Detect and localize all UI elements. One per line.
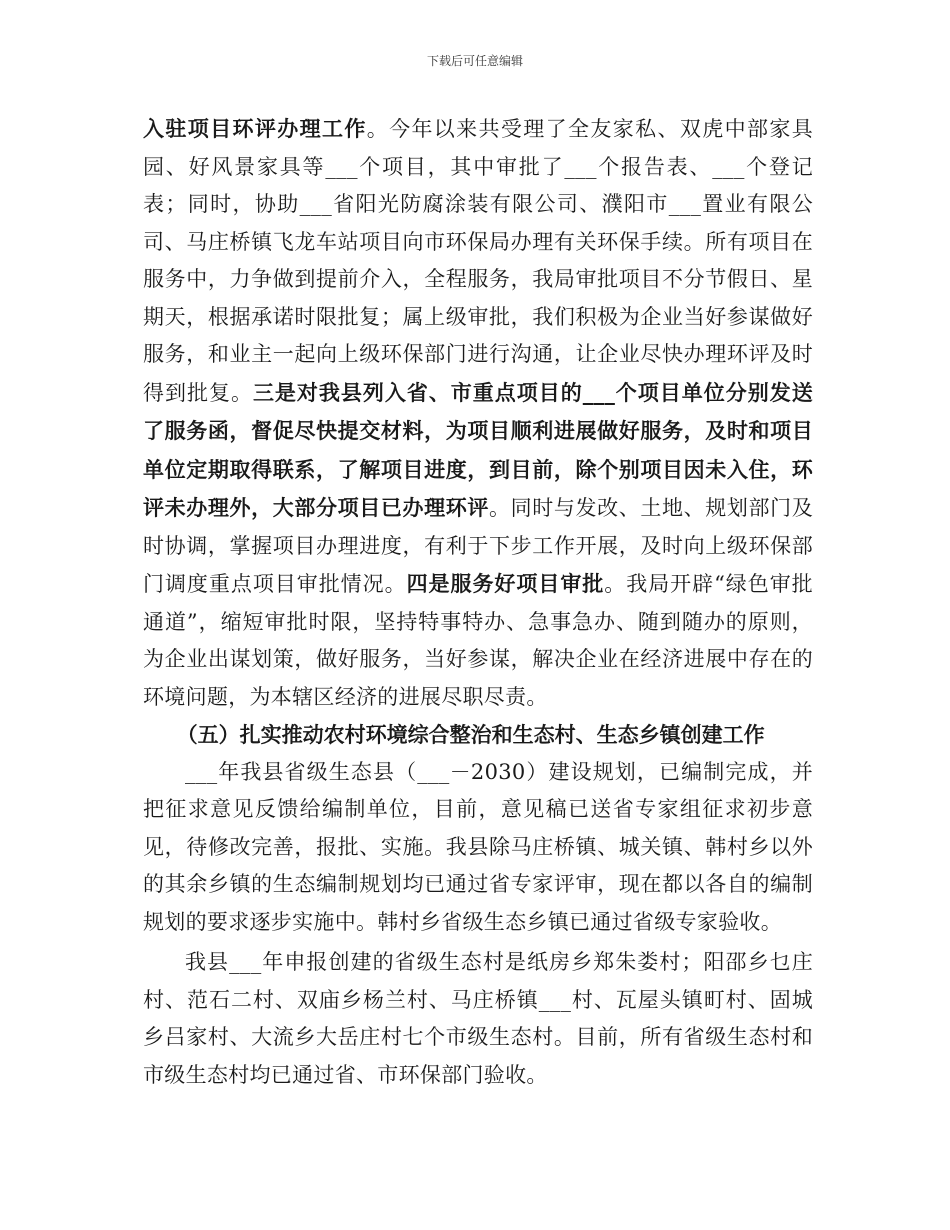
bold-run: 四是服务好项目审批 (406, 571, 605, 596)
document-body (143, 110, 813, 1094)
text-run: 。同时与发改、土地、规划部门及时协调，掌握项目办理进度，有利于下步工作开展，及时向上级环保部门调度重点项目审批情况。 (143, 496, 813, 596)
paragraph-eco-county-plan: ___年我县省级生态县（___－2030）建设规划，已编制完成，并把征求意见反馈给编制单位，目前，意见稿已送省专家组征求初步意见，待修改完善，报批、实施。我县除马庄桥镇、城关镇、韩村乡以外的其余乡镇的生态编制规划均已通过省专家评审，现在都以各自的编制规划的要求逐步实施中。韩村乡省级生态乡镇已通过省级专家验收。 (143, 759, 813, 934)
text-run: 。我局开辟“绿色审批通道”，缩短审批时限，坚持特事特办、急事急办、随到随办的原则，为企业出谋划策，做好服务，当好参谋，解决企业在经济进展中存在的环境问题，为本辖区经济的进展尽职尽责。 (143, 572, 813, 709)
text-run: 。今年以来共受理了全友家私、双虎中部家具园、好风景家具等___个项目，其中审批了___个报告表、___个登记表；同时，协助___省阳光防腐涂装有限公司、濮阳市___置业有限公司、马庄桥镇飞龙车站项目向市环保局办理有关环保手续。所有项目在服务中，力争做到提前介入，全程服务，我局审批项目不分节假日、星期天，根据承诺时限批复；属上级审批，我们积极为企业当好参谋做好服务，和业主一起向上级环保部门进行沟通，让企业尽快办理环评及时得到批复。 (143, 117, 814, 405)
bold-run: 入驻项目环评办理工作 (143, 116, 367, 141)
paragraph-project-services (143, 110, 813, 716)
paragraph-eco-villages: 我县___年申报创建的省级生态村是纸房乡郑朱娄村；阳邵乡乜庄村、范石二村、双庙乡杨兰村、马庄桥镇___村、瓦屋头镇町村、固城乡吕家村、大流乡大岳庄村七个市级生态村。目前，所有省级生态村和市级生态村均已通过省、市环保部门验收。 (143, 950, 813, 1087)
page-header: 下载后可任意编辑 (426, 54, 523, 68)
section-heading: （五）扎实推动农村环境综合整治和生态村、生态乡镇创建工作 (176, 722, 765, 747)
bold-run: 三是对我县列入省、市重点项目的___个项目单位分别发送了服务函，督促尽快提交材料，为项目顺利进展做好服务，及时和项目单位定期取得联系，了解项目进度，到目前，除个别项目因未入住，环评未办理外，大部分项目已办理环评 (143, 379, 813, 520)
